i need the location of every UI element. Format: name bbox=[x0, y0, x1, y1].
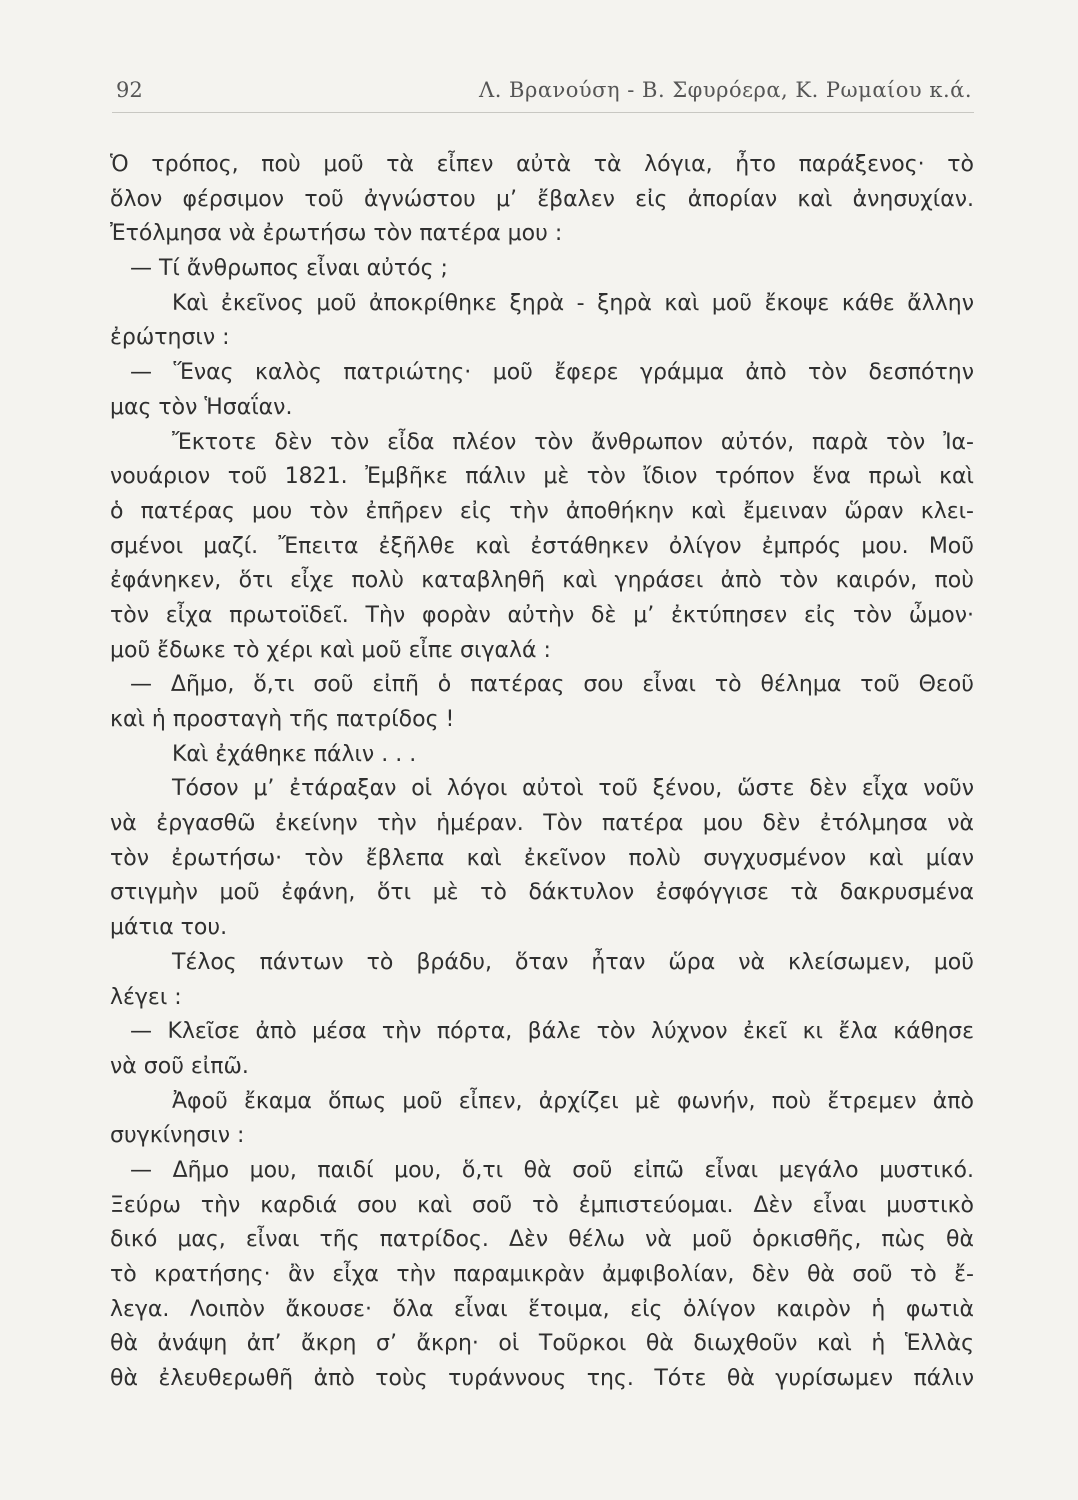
page-number: 92 bbox=[116, 78, 143, 102]
text-line: λεγα. Λοιπὸν ἄκουσε· ὅλα εἶναι ἕτοιμα, εἰς ὀλίγον καιρὸν ἡ φωτιὰ bbox=[110, 1296, 974, 1322]
text-line: μάτια του. bbox=[110, 915, 228, 941]
text-line: στιγμὴν μοῦ ἐφάνη, ὅτι μὲ τὸ δάκτυλον ἐσφόγγισε τὰ δακρυσμένα bbox=[110, 880, 974, 906]
body-text bbox=[110, 148, 974, 1397]
text-line: νὰ ἐργασθῶ ἐκείνην τὴν ἡμέραν. Τὸν πατέρα μου δὲν ἐτόλμησα νὰ bbox=[110, 811, 974, 837]
text-line: μοῦ ἔδωκε τὸ χέρι καὶ μοῦ εἶπε σιγαλά : bbox=[110, 637, 551, 663]
text-line: Ξεύρω τὴν καρδιά σου καὶ σοῦ τὸ ἐμπιστεύομαι. Δὲν εἶναι μυστικὸ bbox=[110, 1192, 974, 1218]
text-line: καὶ ἡ προσταγὴ τῆς πατρίδος ! bbox=[110, 707, 455, 732]
text-line: Τόσον μ’ ἐτάραξαν οἱ λόγοι αὐτοὶ τοῦ ξένου, ὥστε δὲν εἶχα νοῦν bbox=[172, 776, 974, 802]
header-rule bbox=[112, 112, 974, 113]
text-line: τὸν ἐρωτήσω· τὸν ἔβλεπα καὶ ἐκεῖνον πολὺ συγχυσμένον καὶ μίαν bbox=[110, 845, 974, 871]
text-line: Ἐτόλμησα νὰ ἐρωτήσω τὸν πατέρα μου : bbox=[110, 221, 563, 247]
text-line: ἐφάνηκεν, ὅτι εἶχε πολὺ καταβληθῆ καὶ γηράσει ἀπὸ τὸν καιρόν, ποὺ bbox=[110, 568, 974, 594]
running-title: Λ. Βρανούση - Β. Σφυρόερα, Κ. Ρωμαίου κ.ά. bbox=[479, 78, 972, 102]
text-line: μας τὸν Ἡσαΐαν. bbox=[110, 394, 293, 420]
text-line: θὰ ἐλευθερωθῆ ἀπὸ τοὺς τυράννους της. Τότε θὰ γυρίσωμεν πάλιν bbox=[110, 1366, 974, 1392]
text-line: θὰ ἀνάψη ἀπ’ ἄκρη σ’ ἄκρη· οἱ Τοῦρκοι θὰ διωχθοῦν καὶ ἡ Ἑλλὰς bbox=[110, 1331, 974, 1357]
text-line: — Δῆμο, ὅ,τι σοῦ εἰπῆ ὁ πατέρας σου εἶναι τὸ θέλημα τοῦ Θεοῦ bbox=[130, 672, 974, 698]
text-line: σμένοι μαζί. Ἔπειτα ἐξῆλθε καὶ ἐστάθηκεν ὀλίγον ἐμπρός μου. Μοῦ bbox=[110, 533, 974, 559]
text-line: — Ἕνας καλὸς πατριώτης· μοῦ ἔφερε γράμμα ἀπὸ τὸν δεσπότην bbox=[130, 360, 974, 386]
text-line: Ὁ τρόπος, ποὺ μοῦ τὰ εἶπεν αὐτὰ τὰ λόγια, ἦτο παράξενος· τὸ bbox=[110, 152, 974, 177]
text-line: Τέλος πάντων τὸ βράδυ, ὅταν ἦταν ὥρα νὰ κλείσωμεν, μοῦ bbox=[172, 949, 974, 975]
text-line: — Κλεῖσε ἀπὸ μέσα τὴν πόρτα, βάλε τὸν λύχνον ἐκεῖ κι ἔλα κάθησε bbox=[130, 1019, 974, 1045]
text-line: ἐρώτησιν : bbox=[110, 325, 230, 351]
text-line: ὅλον φέρσιμον τοῦ ἀγνώστου μ’ ἔβαλεν εἰς ἀπορίαν καὶ ἀνησυχίαν. bbox=[110, 186, 974, 212]
page-header bbox=[112, 72, 974, 112]
text-line: τὸν εἶχα πρωτοϊδεῖ. Τὴν φορὰν αὐτὴν δὲ μ’ ἐκτύπησεν εἰς τὸν ὦμον· bbox=[110, 602, 974, 628]
text-line: τὸ κρατήσης· ἂν εἶχα τὴν παραμικρὰν ἀμφιβολίαν, δὲν θὰ σοῦ τὸ ἔ- bbox=[110, 1262, 974, 1287]
text-line: λέγει : bbox=[110, 984, 182, 1010]
text-line: Ἀφοῦ ἔκαμα ὅπως μοῦ εἶπεν, ἀρχίζει μὲ φωνήν, ποὺ ἔτρεμεν ἀπὸ bbox=[172, 1088, 974, 1114]
text-line: Καὶ ἐχάθηκε πάλιν . . . bbox=[172, 741, 417, 767]
text-line: — Δῆμο μου, παιδί μου, ὅ,τι θὰ σοῦ εἰπῶ εἶναι μεγάλο μυστικό. bbox=[130, 1157, 974, 1183]
text-line: νουάριον τοῦ 1821. Ἐμβῆκε πάλιν μὲ τὸν ἴδιον τρόπον ἕνα πρωὶ καὶ bbox=[110, 464, 974, 490]
text-line: νὰ σοῦ εἰπῶ. bbox=[110, 1053, 249, 1079]
text-line: ὁ πατέρας μου τὸν ἐπῆρεν εἰς τὴν ἀποθήκην καὶ ἔμειναν ὥραν κλει- bbox=[110, 498, 974, 524]
text-line: Καὶ ἐκεῖνος μοῦ ἀποκρίθηκε ξηρὰ - ξηρὰ καὶ μοῦ ἔκοψε κάθε ἄλλην bbox=[172, 290, 974, 316]
text-line: συγκίνησιν : bbox=[110, 1123, 245, 1149]
text-line: Ἔκτοτε δὲν τὸν εἶδα πλέον τὸν ἄνθρωπον αὐτόν, παρὰ τὸν Ἰα- bbox=[172, 429, 974, 455]
text-line: — Τί ἄνθρωπος εἶναι αὐτός ; bbox=[130, 256, 448, 282]
text-line: δικό μας, εἶναι τῆς πατρίδος. Δὲν θέλω νὰ μοῦ ὁρκισθῆς, πὼς θὰ bbox=[110, 1227, 974, 1253]
